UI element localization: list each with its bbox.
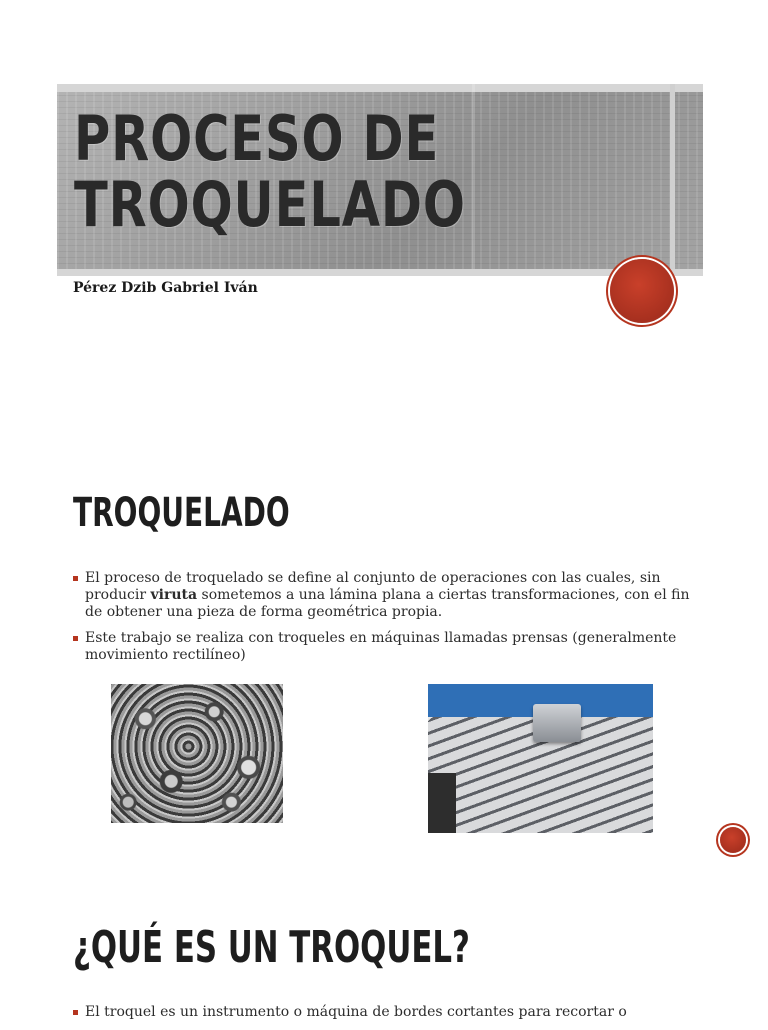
troquelado-bullet-list: [73, 570, 693, 673]
bullet-square-icon: [73, 636, 78, 641]
bullet-text-bold: viruta: [150, 587, 198, 603]
bullet-item-presses: [73, 630, 693, 664]
author-name: Pérez Dzib Gabriel Iván: [73, 280, 258, 296]
bullet-text-post: sometemos a una lámina plana a ciertas transformaciones, con el fin de obtener una pieza de forma geométrica propia.: [85, 587, 690, 620]
press-shadow-shape: [428, 773, 456, 833]
bullet-square-icon: [73, 576, 78, 581]
bullet-text-pre: El proceso de troquelado se define al conjunto de operaciones con las cuales, sin producir: [85, 570, 661, 603]
bullet-item-definition: [73, 570, 693, 621]
bullet-text: Este trabajo se realiza con troqueles en máquinas llamadas prensas (generalmente movimiento rectilíneo): [85, 630, 677, 663]
bullet-item-troquel-definition: [73, 1004, 693, 1021]
section-heading-que-es-troquel: ¿QUÉ ES UN TROQUEL?: [73, 922, 470, 973]
decorative-circle-small-icon: [720, 827, 746, 853]
title-banner: [57, 84, 703, 276]
troquel-bullet-list: [73, 1004, 693, 1030]
page-title: [74, 102, 466, 241]
punch-press-image: [428, 684, 653, 833]
decorative-circle-icon: [610, 259, 674, 323]
title-line-1: PROCESO DE: [74, 102, 440, 175]
title-line-2: TROQUELADO: [74, 168, 466, 241]
banner-right-stripe: [670, 84, 675, 276]
section-heading-troquelado: TROQUELADO: [73, 490, 290, 536]
banner-bottom-stripe: [57, 269, 703, 276]
press-head-shape: [533, 704, 581, 742]
banner-top-stripe: [57, 84, 703, 92]
banner-divider: [472, 84, 475, 276]
metal-shavings-image: [111, 684, 283, 823]
bullet-text: El troquel es un instrumento o máquina de bordes cortantes para recortar o: [85, 1004, 627, 1020]
bullet-square-icon: [73, 1010, 78, 1015]
